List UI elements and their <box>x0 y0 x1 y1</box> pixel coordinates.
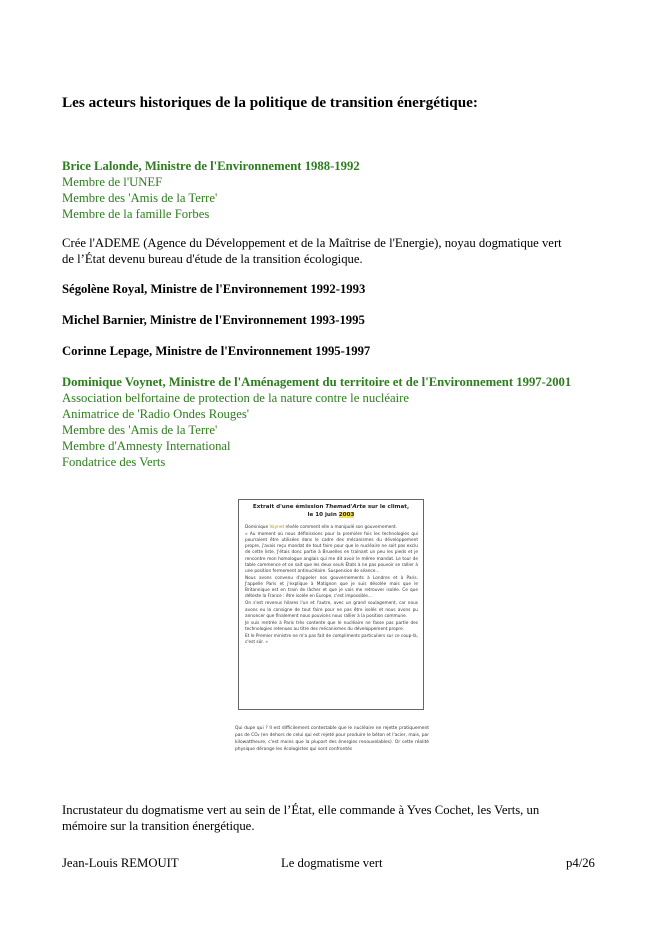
ademe-line: de l’État devenu bureau d'étude de la transition écologique. <box>62 252 363 266</box>
voynet-item: Fondatrice des Verts <box>62 455 166 469</box>
voynet-section <box>62 374 571 470</box>
page-title: Les acteurs historiques de la politique de transition énergétique: <box>62 94 478 111</box>
lalonde-item: Membre de la famille Forbes <box>62 207 210 221</box>
lalonde-section <box>62 158 360 222</box>
lalonde-item: Membre des 'Amis de la Terre' <box>62 191 218 205</box>
excerpt-paragraph: Je suis rentrée à Paris très contente que le nucléaire ne fasse pas partie des technologies retenues au titre des mécanismes du développement propre. <box>245 620 418 632</box>
voynet-item: Association belfortaine de protection de la nature contre le nucléaire <box>62 391 409 405</box>
footer-doc-title: Le dogmatisme vert <box>281 856 383 870</box>
conclusion-line: mémoire sur la transition énergétique. <box>62 819 255 833</box>
voynet-item: Membre d'Amnesty International <box>62 439 231 453</box>
excerpt-paragraph: Et le Premier ministre ne m'a pas fait de compliments particuliers sur ce coup-là, c'est sûr. » <box>245 634 418 646</box>
footer-author: Jean-Louis REMOUIT <box>62 856 179 870</box>
voynet-item: Animatrice de 'Radio Ondes Rouges' <box>62 407 250 421</box>
lalonde-item: Membre de l'UNEF <box>62 175 163 189</box>
excerpt-title: Extrait d'une émission Themad'Arte sur le climat, le 10 juin 2003 <box>252 504 410 518</box>
ademe-paragraph <box>62 235 562 267</box>
voynet-heading: Dominique Voynet, Ministre de l'Aménagement du territoire et de l'Environnement 1997-2001 <box>62 375 572 389</box>
excerpt-body <box>245 525 418 648</box>
excerpt-paragraph: On s'est revenus hilares l'un et l'autre, avec un grand soulagement, car nous avons eu la consigne de tout faire pour ne pas être isolés et nous avons pu annoncer que finalement nous pouvions nous rallier à la position commune. <box>245 601 418 619</box>
excerpt-frame <box>238 499 424 710</box>
excerpt-intro: Dominique Voynet révèle comment elle a manipulé son gouvernement. <box>245 525 398 530</box>
minister-lepage: Corinne Lepage, Ministre de l'Environnement 1995-1997 <box>62 344 371 358</box>
excerpt-paragraph: « Au moment où nous définissions pour la première fois les technologies qui pourraient être utilisées dans le cadre des mécanismes du développement propre, j'avais reçu mandat de tout faire pour que le nucléaire ne soit pas exclu de cette liste. J'étais donc partie à Bruxelles en traînant un peu les pieds et je rencontre mon homologue anglais qui me dit avoir le même mandat. Le tour de table commence et on sait que les deux seuls États à ne pas pouvoir se rallier à une position fermement antinucléaire. Suspension de séance... <box>245 532 418 574</box>
conclusion-paragraph <box>62 802 539 834</box>
lalonde-heading: Brice Lalonde, Ministre de l'Environnement 1988-1992 <box>62 159 360 173</box>
excerpt-caption: Qui dupe qui ? Il est difficilement contestable que le nucléaire ne rejette pratiquement pas de CO₂ (en dehors de celui qui est rejeté pour produire le béton et l'acier, mais, par kilowattheure, c'est moins que la plupart des énergies renouvelables). Or cette réalité physique dérange les écologistes qui sont confrontés <box>235 726 429 752</box>
excerpt-paragraph: Nous avons convenu d'appeler nos gouvernements à Londres et à Paris. J'appelle Paris et j'explique à Matignon que je suis désolée mais que le Britannique est en train de lâcher et que je vais me retrouver isolée. Ce que déteste la France : être isolée en Europe, c'est impossible... <box>245 575 418 600</box>
conclusion-line: Incrustateur du dogmatisme vert au sein de l’État, elle commande à Yves Cochet, les Verts, un <box>62 803 540 817</box>
year-highlight: 2003 <box>338 512 355 518</box>
footer-page-number: p4/26 <box>566 856 595 870</box>
minister-barnier: Michel Barnier, Ministre de l'Environnement 1993-1995 <box>62 313 365 327</box>
minister-royal: Ségolène Royal, Ministre de l'Environnement 1992-1993 <box>62 282 366 296</box>
voynet-item: Membre des 'Amis de la Terre' <box>62 423 218 437</box>
scanned-excerpt-image <box>231 494 431 790</box>
ademe-line: Crée l'ADEME (Agence du Développement et de la Maîtrise de l'Energie), noyau dogmatique vert <box>62 236 562 250</box>
